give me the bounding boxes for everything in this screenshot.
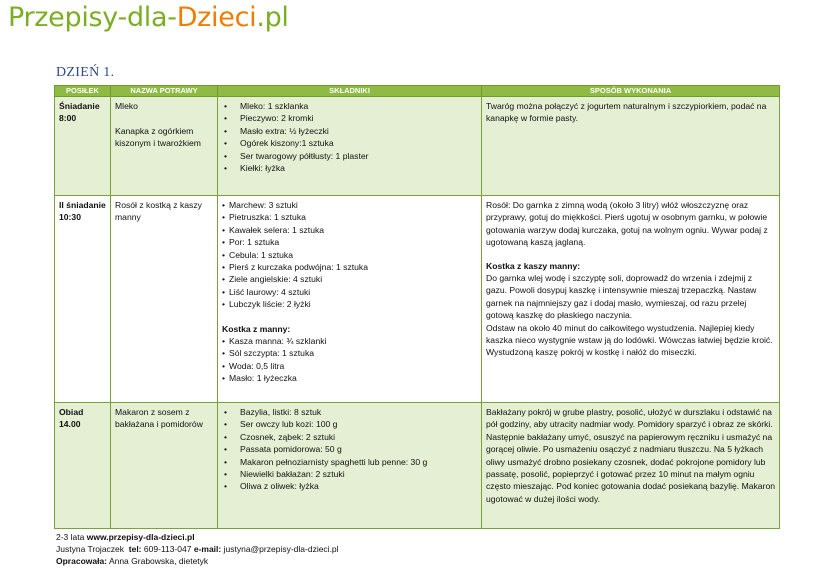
dish-name: Mleko [115, 101, 138, 111]
meal-cell [55, 403, 111, 529]
ingredient-item: • Pierś z kurczaka podwójna: 1 sztuka [222, 261, 477, 273]
ingredient-item: • Kiełki: łyżka [222, 162, 477, 174]
ingredient-item: • Por: 1 sztuka [222, 236, 477, 248]
dish-name-spacer [115, 112, 213, 124]
footer-site-link[interactable]: www.przepisy-dla-dzieci.pl [86, 532, 195, 542]
sub-ingredients-title: Kostka z manny: [222, 323, 291, 334]
ingredient-item: • Masło: 1 łyżeczka [222, 372, 477, 384]
method-cell [482, 403, 780, 529]
footer-prep-label: Opracowała: [56, 556, 108, 566]
header-ingredients: SKŁADNIKI [218, 86, 482, 97]
footer-tel-label: tel: [128, 544, 142, 554]
dish-name-cell [111, 97, 218, 196]
ingredient-item: • Kasza manna: ¾ szklanki [222, 335, 477, 347]
site-logo[interactable] [8, 2, 289, 33]
day-title: DZIEŃ 1. [56, 65, 115, 80]
ingredient-item: • Masło extra: ½ łyżeczki [222, 125, 477, 137]
dish-name-cell [111, 403, 218, 529]
meal-cell [55, 196, 111, 403]
footer-tel: 609-113-047 [143, 544, 192, 554]
page-footer [56, 531, 339, 567]
table-row [55, 97, 780, 196]
header-dish-name: NAZWA POTRAWY [111, 86, 218, 97]
footer-email-link[interactable]: justyna@przepisy-dla-dzieci.pl [223, 544, 339, 554]
meal-time: 8:00 [59, 113, 77, 124]
footer-age-range: 2-3 lata [56, 532, 87, 542]
footer-line-prep [56, 555, 339, 567]
method-cell [482, 196, 780, 403]
method-text: Do garnka wlej wodę i szczyptę soli, doprowadź do wrzenia i zdejmij z gazu. Powoli dosypuj kaszkę i intensywnie mieszaj trzepaczką. Nastaw garnek na najmniejszy gaz i dodaj masło, wymieszaj, od razu przelej gotową kaszkę do płaskiego naczynia. [486, 273, 757, 321]
footer-email-label: e-mail: [193, 544, 222, 554]
dish-name: Kanapka z ogórkiem kiszonym i twarożkiem [115, 125, 201, 149]
ingredient-item: • Czosnek, ząbek: 2 sztuki [222, 431, 477, 443]
ingredient-item: • Ogórek kiszony:1 sztuka [222, 137, 477, 149]
ingredient-item: • Bazylia, listki: 8 sztuk [222, 406, 477, 418]
dish-name: Rosół z kostką z kaszy manny [115, 200, 202, 223]
footer-line-site [56, 531, 339, 543]
meal-plan-table [54, 85, 780, 529]
ingredients-cell [218, 97, 482, 196]
footer-author: Justyna Trojaczek [56, 544, 125, 554]
ingredient-item: • Ser owczy lub kozi: 100 g [222, 418, 477, 430]
ingredient-item: • Marchew: 3 sztuki [222, 199, 477, 211]
ingredients-cell [218, 403, 482, 529]
footer-line-contact [56, 543, 339, 555]
method-text: Twaróg można połączyć z jogurtem naturalnym i szczypiorkiem, podać na kanapkę w formie pasty. [486, 101, 767, 124]
meal-name: Obiad [59, 407, 84, 417]
meal-name: Śniadanie [59, 101, 100, 111]
logo-part-pl: .pl [256, 2, 289, 33]
ingredient-item: • Oliwa z oliwek: łyżka [222, 480, 477, 492]
ingredient-item: • Liść laurowy: 4 sztuki [222, 286, 477, 298]
ingredient-item: • Mleko: 1 szklanka [222, 100, 477, 112]
dish-name-cell [111, 196, 218, 403]
logo-part-dzieci: Dzieci [176, 2, 257, 33]
ingredient-item: • Woda: 0,5 litra [222, 360, 477, 372]
ingredient-item: • Pietruszka: 1 sztuka [222, 211, 477, 223]
ingredient-item: • Kawałek selera: 1 sztuka [222, 224, 477, 236]
ingredient-list [222, 199, 477, 311]
method-text: Bakłażany pokrój w grube plastry, posolić, ułożyć w durszlaku i odstawić na pół godziny, aby utracity nadmiar wody. Pomidory sparzyć i obraz ze skórki. Następnie bakłażany umyć, osuszyć na papierowym ręczniku i usmażyć na gorącej oliwie. Po usmażeniu osączyć z nadmiaru tłuszczu. Na 5 łyżkach oliwy usmażyć drobno posiekany czosnek, dodać pokrojone pomidory lub passatę, posolić, popieprzyć i gotować przez 10 minut na małym ogniu często mieszając. Pod koniec gotowania dodać posiekaną bazylię. Makaron ugotować w dużej ilości wody. [486, 407, 776, 504]
meal-time: 14.00 [59, 419, 81, 430]
meal-cell [55, 97, 111, 196]
ingredient-list [222, 406, 477, 493]
ingredient-item: • Ser twarogowy półtłusty: 1 plaster [222, 150, 477, 162]
meal-time: 10:30 [59, 212, 81, 223]
ingredient-item: • Sól szczypta: 1 sztuka [222, 347, 477, 359]
ingredient-list [222, 100, 477, 174]
method-text: Odstaw na około 40 minut do całkowitego wystudzenia. Najlepiej kiedy kaszka nieco wystygnie wstaw ją do lodówki. Wówczas łatwiej będzie kroić. Wystudzoną kaszę pokrój w kostkę i nałóż do miseczki. [486, 322, 773, 358]
header-method: SPOSÓB WYKONANIA [482, 86, 780, 97]
ingredient-item: • Lubczyk liście: 2 łyżki [222, 298, 477, 310]
ingredient-item: • Niewielki bakłażan: 2 sztuki [222, 468, 477, 480]
ingredients-cell [218, 196, 482, 403]
ingredient-item: • Ziele angielskie: 4 sztuki [222, 273, 477, 285]
ingredient-item: • Makaron pełnoziarnisty spaghetti lub penne: 30 g [222, 456, 477, 468]
table-header-row [55, 86, 780, 97]
dish-name: Makaron z sosem z bakłażana i pomidorów [115, 407, 203, 430]
table-row [55, 403, 780, 529]
ingredient-item: • Passata pomidorowa: 50 g [222, 443, 477, 455]
ingredient-item: • Cebula: 1 sztuka [222, 249, 477, 261]
ingredient-item: • Pieczywo: 2 kromki [222, 112, 477, 124]
footer-prep-name: Anna Grabowska, dietetyk [108, 556, 209, 566]
header-meal: POSIŁEK [55, 86, 111, 97]
table-row [55, 196, 780, 403]
sub-ingredient-list [222, 335, 477, 385]
method-sub-title: Kostka z kaszy manny: [486, 260, 581, 271]
method-cell [482, 97, 780, 196]
method-text: Rosół: Do garnka z zimną wodą (około 3 litry) włóż włoszczyznę oraz przyprawy, gotuj do miękkości. Pierś ugotuj w osobnym garnku, w połowie gotowania warzyw dodaj kurczaka, gotuj na wolnym ogniu. Wywar podaj z ugotowaną kaszą jaglaną. [486, 200, 768, 248]
meal-name: II śniadanie [59, 200, 106, 210]
logo-part-przepisy: Przepisy-dla- [8, 2, 177, 33]
